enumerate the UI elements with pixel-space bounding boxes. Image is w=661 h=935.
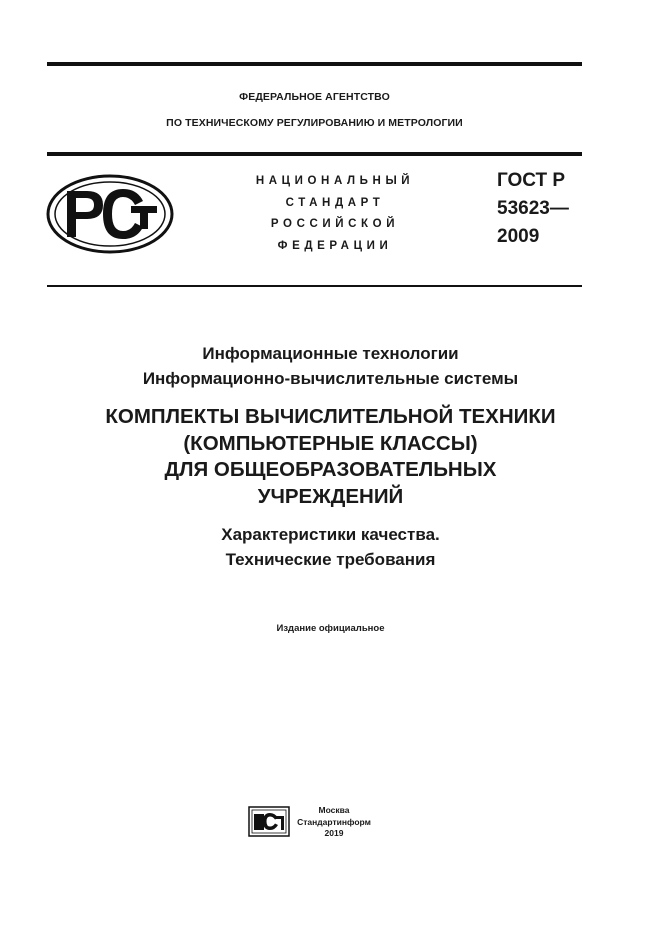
designation-line-2: 53623— [497, 198, 569, 219]
standard-designation [497, 167, 569, 251]
agency-line-1: ФЕДЕРАЛЬНОЕ АГЕНТСТВО [239, 91, 390, 103]
agency-line-2: ПО ТЕХНИЧЕСКОМУ РЕГУЛИРОВАНИЮ И МЕТРОЛОГИИ [166, 117, 463, 129]
standard-type-line-4: ФЕДЕРАЦИИ [277, 239, 393, 252]
standartinform-logo-icon [248, 806, 290, 837]
header-bottom-rule [47, 152, 582, 156]
characteristics-line-1: Характеристики качества. [221, 525, 440, 544]
publisher-year: 2019 [324, 828, 344, 838]
designation-line-3: 2009 [497, 226, 540, 247]
title-line-4: УЧРЕЖДЕНИЙ [257, 484, 404, 508]
subtitle-line-2: Информационно-вычислительные системы [142, 368, 519, 388]
title-characteristics [40, 523, 621, 572]
publisher-info [296, 805, 372, 840]
subtitle-line-1: Информационные технологии [202, 344, 459, 363]
document-title [40, 404, 621, 510]
top-rule [47, 62, 582, 66]
title-line-3: ДЛЯ ОБЩЕОБРАЗОВАТЕЛЬНЫХ [164, 458, 497, 481]
publisher-name: Стандартинформ [297, 816, 371, 827]
title-line-2: (КОМПЬЮТЕРНЫЕ КЛАССЫ) [183, 431, 478, 455]
standard-type-line-1: НАЦИОНАЛЬНЫЙ [255, 175, 415, 187]
designation-line-1: ГОСТ Р [497, 170, 566, 191]
characteristics-line-2: Технические требования [225, 549, 436, 569]
standard-type-line-2: СТАНДАРТ [285, 196, 385, 209]
masthead-bottom-rule [47, 285, 582, 287]
rst-certification-mark-icon [45, 173, 175, 255]
edition-note: Издание официальное [276, 623, 385, 634]
standard-type-line-3: РОССИЙСКОЙ [270, 218, 400, 230]
title-line-1: КОМПЛЕКТЫ ВЫЧИСЛИТЕЛЬНОЙ ТЕХНИКИ [105, 405, 556, 428]
standard-type [220, 171, 450, 257]
publisher-city: Москва [318, 805, 350, 815]
subtitle [40, 342, 621, 391]
